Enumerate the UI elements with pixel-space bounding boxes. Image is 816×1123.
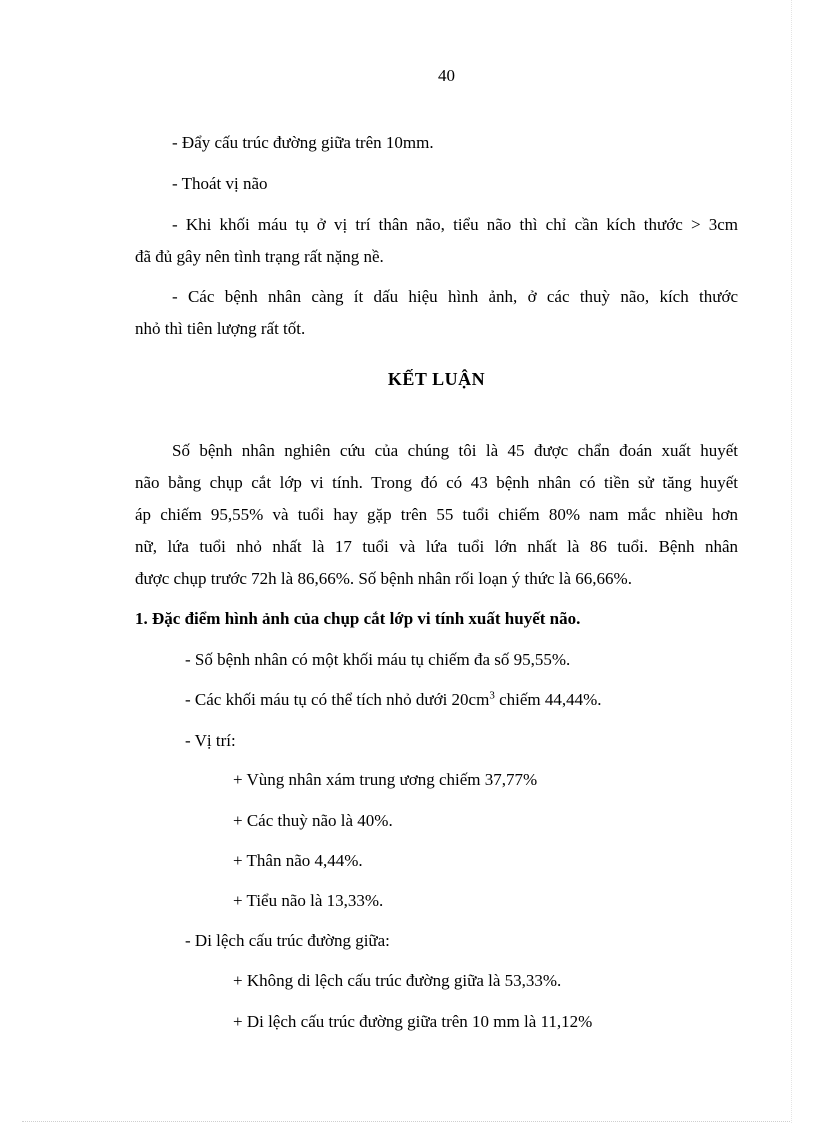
conclusion-paragraph-line: Số bệnh nhân nghiên cứu của chúng tôi là 45 được chẩn đoán xuất huyết	[172, 441, 738, 460]
conclusion-paragraph-line: não bằng chụp cắt lớp vi tính. Trong đó có 43 bệnh nhân có tiền sử tăng huyết	[135, 473, 738, 492]
page-edge-right	[791, 0, 792, 1123]
bullet-hematoma-volume	[185, 690, 602, 710]
conclusion-paragraph-line: áp chiếm 95,55% và tuổi hay gặp trên 55 tuổi chiếm 80% nam mắc nhiều hơn	[135, 505, 738, 524]
bullet-prognosis-line1: - Các bệnh nhân càng ít dấu hiệu hình ảnh, ở các thuỳ não, kích thước	[172, 287, 738, 306]
bullet-midline-shift: - Đẩy cấu trúc đường giữa trên 10mm.	[172, 133, 434, 152]
bullet-brainstem-line1: - Khi khối máu tụ ở vị trí thân não, tiểu não thì chỉ cần kích thước > 3cm	[172, 215, 738, 234]
volume-percent: chiếm 44,44%.	[494, 690, 602, 709]
sub-bullet-basal-ganglia: + Vùng nhân xám trung ương chiếm 37,77%	[233, 770, 538, 789]
sub-bullet-cerebellum: + Tiểu não là 13,33%.	[233, 891, 384, 910]
bullet-herniation: - Thoát vị não	[172, 174, 268, 193]
sub-bullet-lobes: + Các thuỳ não là 40%.	[233, 811, 393, 830]
page-edge-bottom	[22, 1121, 790, 1122]
section-heading: 1. Đặc điểm hình ảnh của chụp cắt lớp vi tính xuất huyết não.	[135, 609, 581, 628]
bullet-single-hematoma: - Số bệnh nhân có một khối máu tụ chiếm đa số 95,55%.	[185, 650, 571, 669]
bullet-prognosis-line2: nhỏ thì tiên lượng rất tốt.	[135, 319, 306, 338]
volume-superscript: 3	[489, 689, 495, 702]
sub-bullet-brainstem: + Thân não 4,44%.	[233, 851, 363, 870]
bullet-midline-deviation: - Di lệch cấu trúc đường giữa:	[185, 931, 390, 950]
conclusion-title: KẾT LUẬN	[387, 369, 486, 389]
bullet-brainstem-line2: đã đủ gây nên tình trạng rất nặng nề.	[135, 247, 384, 266]
sub-bullet-deviation-over-10mm: + Di lệch cấu trúc đường giữa trên 10 mm là 11,12%	[233, 1012, 593, 1031]
bullet-location: - Vị trí:	[185, 731, 236, 750]
sub-bullet-no-deviation: + Không di lệch cấu trúc đường giữa là 53,33%.	[233, 971, 562, 990]
conclusion-paragraph-line: nữ, lứa tuổi nhỏ nhất là 17 tuổi và lứa tuổi lớn nhất là 86 tuổi. Bệnh nhân	[135, 537, 738, 556]
conclusion-paragraph-line: được chụp trước 72h là 86,66%. Số bệnh nhân rối loạn ý thức là 66,66%.	[135, 569, 632, 588]
volume-text: - Các khối máu tụ có thể tích nhỏ dưới 20cm	[185, 690, 490, 709]
page-number: 40	[438, 66, 455, 85]
